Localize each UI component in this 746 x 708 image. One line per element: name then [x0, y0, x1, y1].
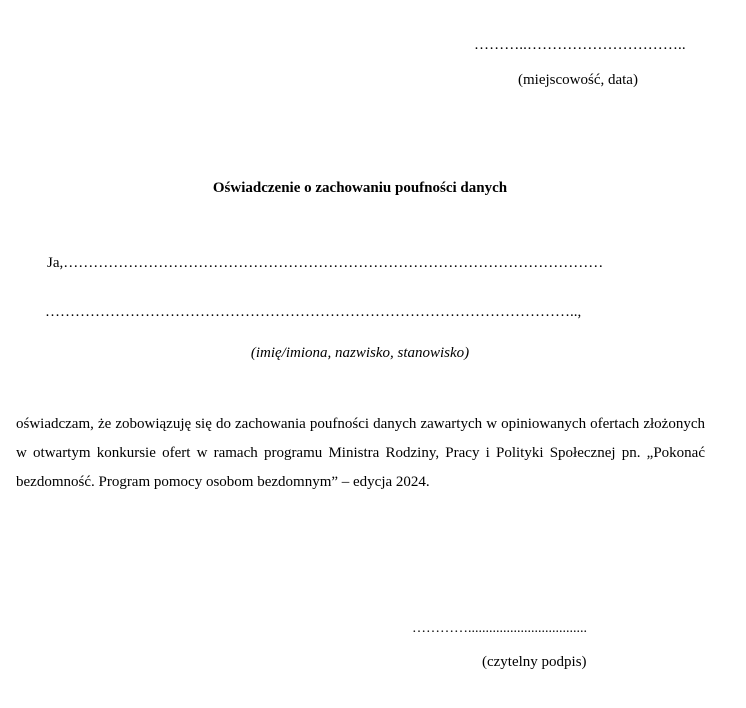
- name-line-1: Ja,………………………………………………………………………………………………: [47, 256, 604, 271]
- signature-dots: …………..................................: [412, 621, 587, 636]
- name-line-2: ……………………………………………………………………………………………..,: [45, 305, 582, 320]
- name-position-label: (imię/imiona, nazwisko, stanowisko): [250, 345, 470, 361]
- place-date-dots: ………..…………………………..: [474, 37, 686, 53]
- signature-label: (czytelny podpis): [482, 654, 587, 670]
- document-title: Oświadczenie o zachowaniu poufności danych: [212, 180, 508, 196]
- declaration-paragraph: oświadczam, że zobowiązuję się do zachowania poufności danych zawartych w opiniowanych ofertach złożonych w otwartym konkursie ofert w ramach programu Ministra Rodziny, Pracy i Polityki Społecznej pn. „Pokonać bezdomność. Program pomocy osobom bezdomnym” – edycja 2024.: [16, 416, 705, 490]
- place-date-label: (miejscowość, data): [518, 72, 638, 88]
